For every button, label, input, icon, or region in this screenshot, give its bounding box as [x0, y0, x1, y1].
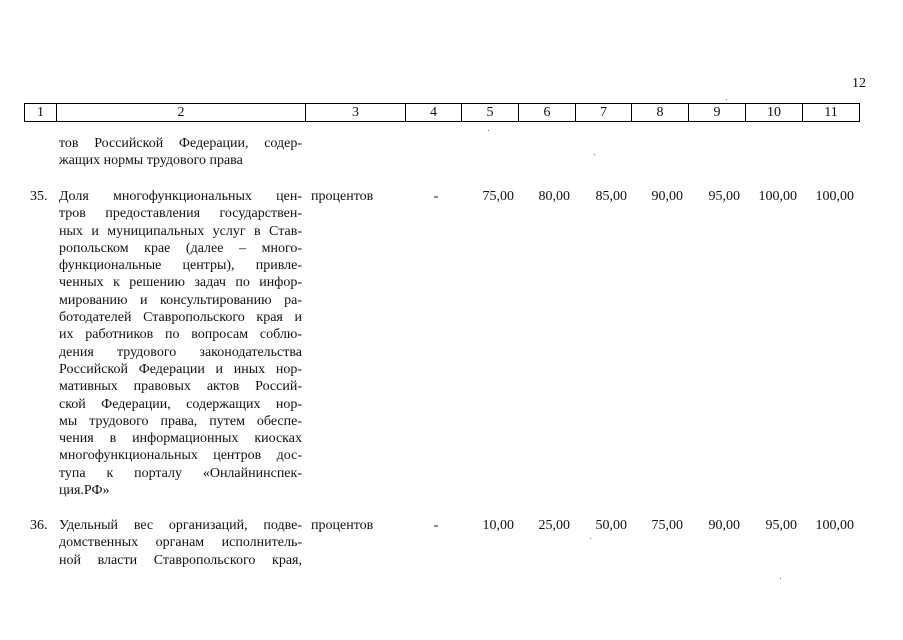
header-col-10: 10	[746, 104, 803, 121]
header-col-11: 11	[824, 105, 838, 120]
row-number: 36.	[30, 518, 48, 533]
indicator-line: ропольском крае (далее – много-	[59, 240, 302, 256]
indicator-line: мативных правовых актов Россий-	[59, 379, 302, 395]
value-col-8: 75,00	[651, 518, 683, 533]
row-number: 35.	[30, 189, 48, 204]
value-col-8: 90,00	[651, 189, 683, 204]
value-col-7: 50,00	[595, 518, 627, 533]
indicator-line: ной власти Ставропольского края,	[59, 552, 302, 568]
header-col-3: 3	[306, 104, 406, 121]
value-col-9: 95,00	[708, 189, 740, 204]
header-col-6: 6	[519, 104, 576, 121]
value-col-6: 80,00	[538, 189, 570, 204]
value-col-11: 100,00	[815, 518, 854, 533]
header-col-8: 8	[632, 104, 689, 121]
indicator-line: ченных к решению задач по инфор-	[59, 275, 302, 291]
value-col-9: 90,00	[708, 518, 740, 533]
value-col-10: 100,00	[758, 189, 797, 204]
continuation-text	[59, 135, 302, 170]
value-col-5: 10,00	[482, 518, 514, 533]
value-col-10: 95,00	[765, 518, 797, 533]
value-col-5: 75,00	[482, 189, 514, 204]
header-col-4: 4	[406, 104, 462, 121]
continuation-line: тов Российской Федерации, содер-	[59, 136, 302, 151]
row-base-value: -	[433, 518, 439, 533]
indicator-line: мы трудового права, путем обеспе-	[59, 413, 302, 429]
value-col-7: 85,00	[595, 189, 627, 204]
table-header-row	[24, 103, 860, 122]
scan-speck	[590, 538, 591, 539]
row-unit: процентов	[311, 189, 374, 204]
indicator-line: многофункциональных центров дос-	[59, 448, 302, 464]
header-col-9: 9	[689, 104, 746, 121]
indicator-line: Доля многофункциональных цен-	[59, 189, 302, 204]
scan-speck	[726, 99, 727, 100]
header-col-5: 5	[462, 104, 519, 121]
indicator-line: ботодателей Ставропольского края и	[59, 310, 302, 326]
indicator-line: мированию и консультированию ра-	[59, 292, 302, 308]
row-base-value: -	[433, 189, 439, 204]
row-indicator-text	[59, 188, 302, 499]
indicator-line: дения трудового законодательства	[59, 344, 302, 360]
indicator-line: ской Федерации, содержащих нор-	[59, 396, 302, 412]
value-col-11: 100,00	[815, 189, 854, 204]
scan-speck	[488, 130, 489, 131]
indicator-line: ных и муниципальных услуг в Став-	[59, 223, 302, 239]
page-number: 12	[852, 76, 866, 91]
value-col-6: 25,00	[538, 518, 570, 533]
header-col-2: 2	[57, 104, 306, 121]
continuation-line: жащих нормы трудового права	[59, 153, 243, 169]
indicator-line: ция.РФ»	[59, 483, 110, 499]
indicator-line: тров предоставления государствен-	[59, 206, 302, 222]
row-indicator-text	[59, 517, 302, 569]
indicator-line: Удельный вес организаций, подве-	[59, 518, 302, 533]
indicator-line: тупа к порталу «Онлайнинспек-	[59, 465, 302, 481]
indicator-line: Российской Федерации и иных нор-	[59, 361, 302, 377]
indicator-line: их работников по вопросам соблю-	[59, 327, 302, 343]
scan-speck	[780, 578, 781, 579]
header-col-7: 7	[576, 104, 632, 121]
scan-speck	[594, 154, 595, 155]
row-unit: процентов	[311, 518, 374, 533]
indicator-line: чения в информационных киосках	[59, 431, 302, 447]
header-col-1: 1	[25, 104, 57, 121]
indicator-line: функциональные центры), привле-	[59, 258, 302, 274]
indicator-line: домственных органам исполнитель-	[59, 535, 302, 551]
